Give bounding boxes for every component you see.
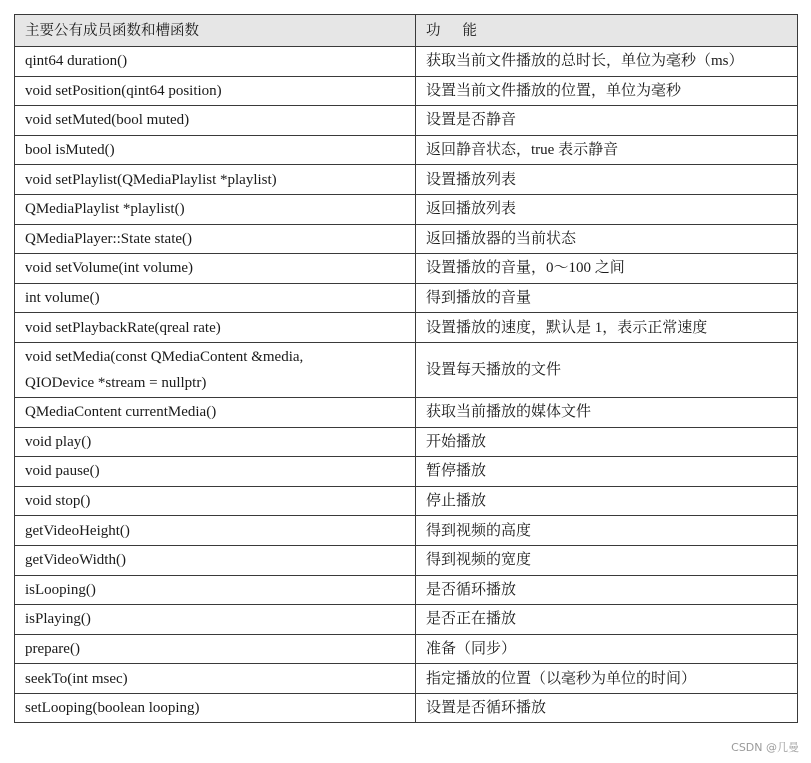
function-cell	[15, 342, 416, 397]
table-row	[15, 106, 798, 136]
function-cell: void setVolume(int volume)	[15, 254, 416, 284]
function-line-1: void setMedia(const QMediaContent &media,	[25, 348, 304, 365]
table-row	[15, 486, 798, 516]
function-cell: void play()	[15, 427, 416, 457]
function-cell: QMediaPlayer::State state()	[15, 224, 416, 254]
table-header-row	[15, 15, 798, 47]
description-cell: 设置播放的速度，默认是 1，表示正常速度	[416, 313, 798, 343]
table-row	[15, 76, 798, 106]
header-functions: 主要公有成员函数和槽函数	[15, 15, 416, 47]
table-row	[15, 165, 798, 195]
function-cell: isLooping()	[15, 575, 416, 605]
description-cell: 得到视频的宽度	[416, 545, 798, 575]
description-cell: 是否循环播放	[416, 575, 798, 605]
description-cell: 设置每天播放的文件	[416, 342, 798, 397]
description-cell: 获取当前文件播放的总时长，单位为毫秒（ms）	[416, 47, 798, 77]
table-row	[15, 516, 798, 546]
description-cell: 是否正在播放	[416, 605, 798, 635]
table-row	[15, 575, 798, 605]
function-cell: seekTo(int msec)	[15, 664, 416, 694]
description-cell: 指定播放的位置（以毫秒为单位的时间）	[416, 664, 798, 694]
table-row	[15, 342, 798, 397]
table-row	[15, 427, 798, 457]
description-cell: 准备（同步）	[416, 634, 798, 664]
description-cell: 返回播放列表	[416, 194, 798, 224]
description-cell: 设置是否循环播放	[416, 693, 798, 723]
table-row	[15, 634, 798, 664]
description-cell: 暂停播放	[416, 457, 798, 487]
header-purpose: 功能	[416, 15, 798, 47]
table-row	[15, 664, 798, 694]
function-cell: void setMuted(bool muted)	[15, 106, 416, 136]
table-row	[15, 605, 798, 635]
description-cell: 得到视频的高度	[416, 516, 798, 546]
qmediaplayer-functions-table	[14, 14, 798, 723]
table-row	[15, 545, 798, 575]
table-row	[15, 224, 798, 254]
function-cell: prepare()	[15, 634, 416, 664]
function-cell: void setPlaybackRate(qreal rate)	[15, 313, 416, 343]
description-cell: 设置播放的音量，0～100 之间	[416, 254, 798, 284]
function-cell: isPlaying()	[15, 605, 416, 635]
table-row	[15, 47, 798, 77]
table-row	[15, 254, 798, 284]
function-cell: void setPosition(qint64 position)	[15, 76, 416, 106]
description-cell: 设置是否静音	[416, 106, 798, 136]
table-row	[15, 693, 798, 723]
function-cell: void setPlaylist(QMediaPlaylist *playlist)	[15, 165, 416, 195]
table-row	[15, 194, 798, 224]
function-cell: void stop()	[15, 486, 416, 516]
description-cell: 设置播放列表	[416, 165, 798, 195]
description-cell: 设置当前文件播放的位置，单位为毫秒	[416, 76, 798, 106]
function-cell: setLooping(boolean looping)	[15, 693, 416, 723]
description-cell: 停止播放	[416, 486, 798, 516]
description-cell: 得到播放的音量	[416, 283, 798, 313]
description-cell: 开始播放	[416, 427, 798, 457]
function-cell: getVideoWidth()	[15, 545, 416, 575]
table-row	[15, 457, 798, 487]
function-cell: void pause()	[15, 457, 416, 487]
function-cell: QMediaPlaylist *playlist()	[15, 194, 416, 224]
function-cell: getVideoHeight()	[15, 516, 416, 546]
function-cell: qint64 duration()	[15, 47, 416, 77]
table-row	[15, 313, 798, 343]
function-cell: int volume()	[15, 283, 416, 313]
watermark: CSDN @几曼	[731, 741, 799, 754]
description-cell: 返回静音状态，true 表示静音	[416, 135, 798, 165]
table-row	[15, 135, 798, 165]
description-cell: 获取当前播放的媒体文件	[416, 397, 798, 427]
function-cell: QMediaContent currentMedia()	[15, 397, 416, 427]
description-cell: 返回播放器的当前状态	[416, 224, 798, 254]
table-row	[15, 397, 798, 427]
function-line-2: QIODevice *stream = nullptr)	[25, 374, 207, 391]
table-row	[15, 283, 798, 313]
function-cell: bool isMuted()	[15, 135, 416, 165]
